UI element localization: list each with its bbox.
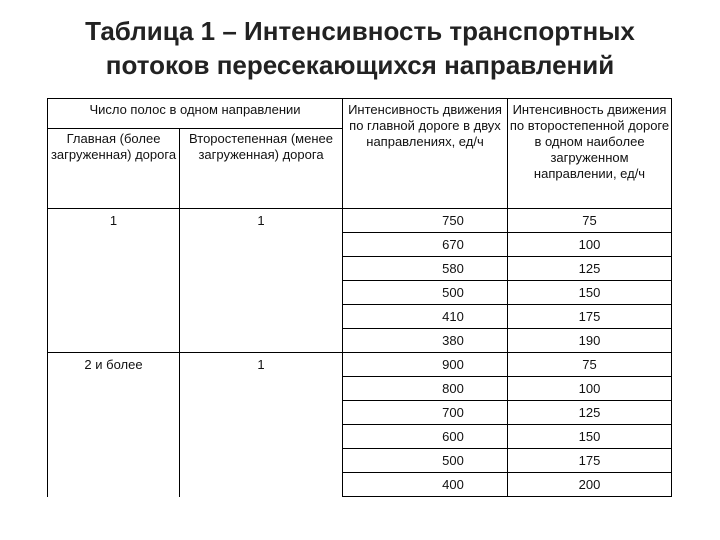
table-row	[48, 353, 672, 377]
secondary-road-header: Второстепенная (менее загруженная) дорога	[180, 129, 343, 209]
title-line-2: потоков пересекающихся направлений	[105, 50, 615, 80]
table-row	[48, 209, 672, 233]
main-intensity-header: Интенсивность движения по главной дороге в двух направлениях, ед/ч	[343, 99, 508, 209]
main-intensity-cell: 580	[343, 257, 508, 281]
main-intensity-cell: 500	[343, 281, 508, 305]
main-intensity-cell: 700	[343, 401, 508, 425]
main-intensity-cell: 380	[343, 329, 508, 353]
secondary-intensity-cell: 175	[508, 449, 672, 473]
main-intensity-cell: 670	[343, 233, 508, 257]
main-road-header: Главная (более загруженная) дорога	[48, 129, 180, 209]
secondary-intensity-cell: 75	[508, 209, 672, 233]
page-title	[0, 14, 720, 82]
main-lanes-cell: 1	[48, 209, 180, 353]
header-row-1	[48, 99, 672, 129]
secondary-intensity-cell: 175	[508, 305, 672, 329]
main-intensity-cell: 750	[343, 209, 508, 233]
secondary-intensity-cell: 150	[508, 425, 672, 449]
lanes-group-header: Число полос в одном направлении	[48, 99, 343, 129]
secondary-intensity-cell: 200	[508, 473, 672, 497]
main-intensity-cell: 800	[343, 377, 508, 401]
main-intensity-cell: 600	[343, 425, 508, 449]
main-intensity-cell: 410	[343, 305, 508, 329]
secondary-intensity-cell: 190	[508, 329, 672, 353]
intensity-table	[47, 98, 672, 497]
main-intensity-cell: 400	[343, 473, 508, 497]
secondary-intensity-cell: 150	[508, 281, 672, 305]
main-lanes-cell: 2 и более	[48, 353, 180, 497]
main-intensity-cell: 900	[343, 353, 508, 377]
secondary-intensity-header: Интенсивность движения по второстепенной дороге в одном наиболее загруженном направлении, ед/ч	[508, 99, 672, 209]
secondary-intensity-cell: 75	[508, 353, 672, 377]
main-intensity-cell: 500	[343, 449, 508, 473]
secondary-lanes-cell: 1	[180, 209, 343, 353]
secondary-intensity-cell: 100	[508, 377, 672, 401]
secondary-lanes-cell: 1	[180, 353, 343, 497]
secondary-intensity-cell: 125	[508, 257, 672, 281]
title-line-1: Таблица 1 – Интенсивность транспортных	[85, 16, 635, 46]
secondary-intensity-cell: 125	[508, 401, 672, 425]
secondary-intensity-cell: 100	[508, 233, 672, 257]
